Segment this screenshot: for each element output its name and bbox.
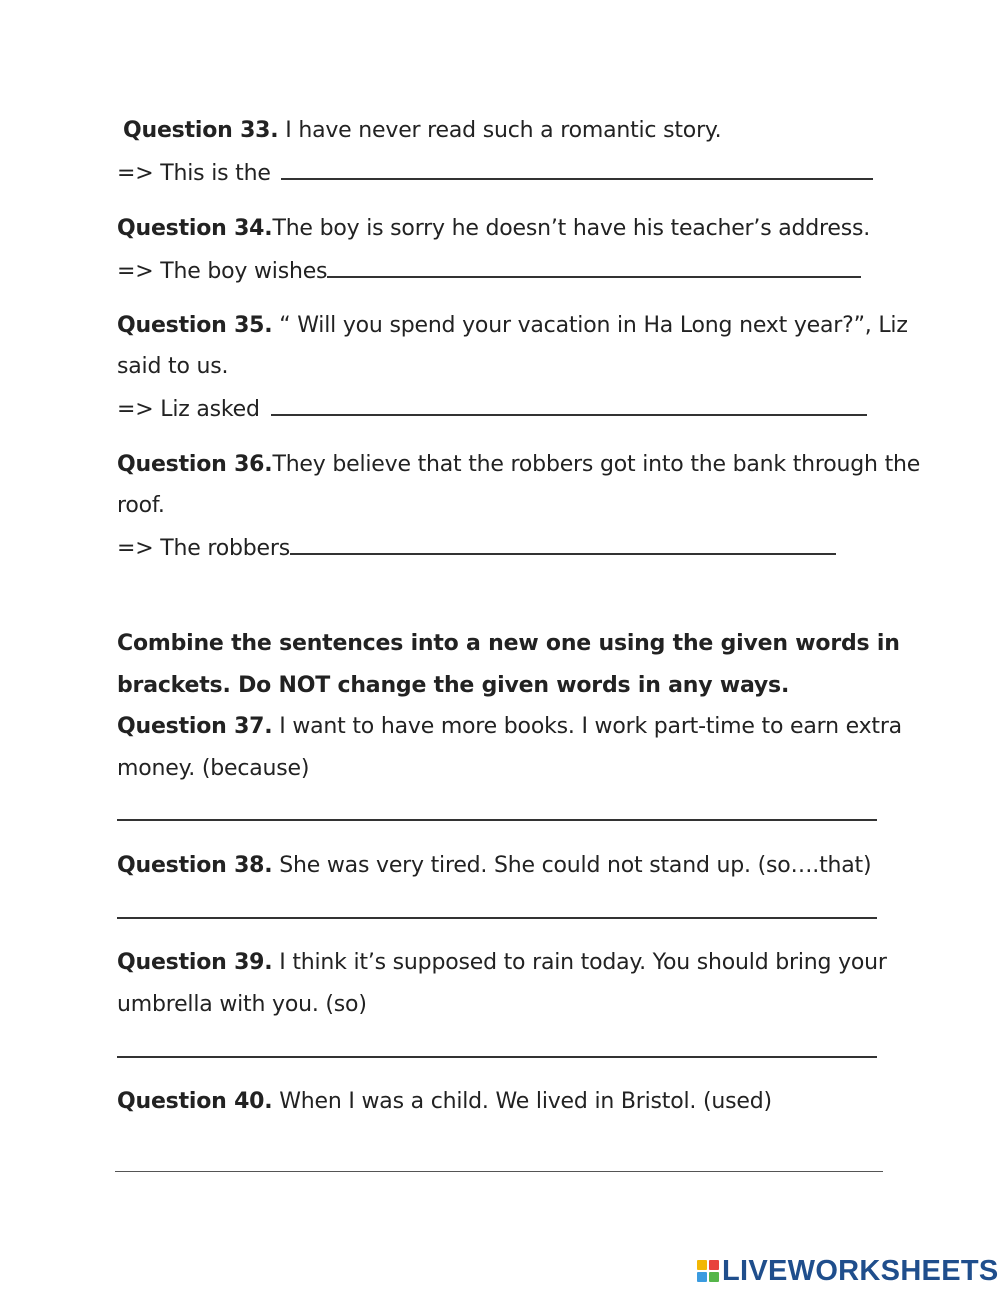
question-label: Question 36. [117, 452, 273, 477]
question-34 [117, 214, 870, 244]
question-label: Question 33. [123, 118, 279, 143]
question-text: I want to have more books. I work part-time to earn extra [272, 714, 902, 739]
question-36 [117, 450, 920, 480]
question-39 [117, 948, 887, 978]
question-text: I have never read such a romantic story. [278, 118, 722, 143]
instructions-line-2: brackets. Do NOT change the given words in any ways. [117, 673, 790, 698]
question-label: Question 37. [117, 714, 273, 739]
question-label: Question 39. [117, 950, 273, 975]
answer-blank[interactable] [271, 394, 867, 416]
question-label: Question 34. [117, 216, 273, 241]
question-label: Question 40. [117, 1089, 273, 1114]
question-37-continued: money. (because) [117, 756, 310, 781]
logo-block-green [709, 1272, 719, 1282]
logo-block-yellow [697, 1260, 707, 1270]
answer-prompt: => Liz asked [117, 397, 260, 422]
answer-prompt: => The boy wishes [117, 259, 328, 284]
answer-line-35 [117, 394, 867, 425]
answer-line-37[interactable] [117, 819, 877, 821]
question-label: Question 35. [117, 313, 273, 338]
answer-line-33 [117, 158, 873, 189]
answer-line-38[interactable] [117, 917, 877, 919]
logo-text: LIVEWORKSHEETS [722, 1254, 999, 1287]
question-35 [117, 311, 908, 341]
answer-line-39[interactable] [117, 1056, 877, 1058]
logo-block-red [709, 1260, 719, 1270]
question-text: The boy is sorry he doesn’t have his teacher’s address. [272, 216, 871, 241]
question-33 [123, 116, 721, 146]
question-40 [117, 1087, 772, 1117]
question-37 [117, 712, 902, 742]
question-label: Question 38. [117, 853, 273, 878]
answer-blank[interactable] [327, 256, 861, 278]
answer-prompt: => The robbers [117, 536, 290, 561]
question-text: She was very tired. She could not stand up. (so….that) [272, 853, 872, 878]
logo-blocks-icon [697, 1260, 719, 1282]
answer-line-36 [117, 533, 836, 564]
question-text: “ Will you spend your vacation in Ha Long next year?”, Liz [272, 313, 908, 338]
question-38 [117, 851, 871, 881]
question-39-continued: umbrella with you. (so) [117, 992, 367, 1017]
question-35-continued: said to us. [117, 354, 229, 379]
answer-line-34 [117, 256, 861, 287]
answer-blank[interactable] [290, 533, 836, 555]
answer-prompt: => This is the [117, 161, 271, 186]
question-text: They believe that the robbers got into the bank through the [272, 452, 921, 477]
instructions-line-1: Combine the sentences into a new one using the given words in [117, 631, 900, 656]
question-36-continued: roof. [117, 493, 165, 518]
answer-blank[interactable] [281, 158, 873, 180]
question-text: I think it’s supposed to rain today. You should bring your [272, 950, 887, 975]
question-text: When I was a child. We lived in Bristol. (used) [272, 1089, 772, 1114]
liveworksheets-logo [697, 1256, 999, 1286]
logo-block-blue [697, 1272, 707, 1282]
answer-line-40[interactable] [115, 1171, 883, 1172]
